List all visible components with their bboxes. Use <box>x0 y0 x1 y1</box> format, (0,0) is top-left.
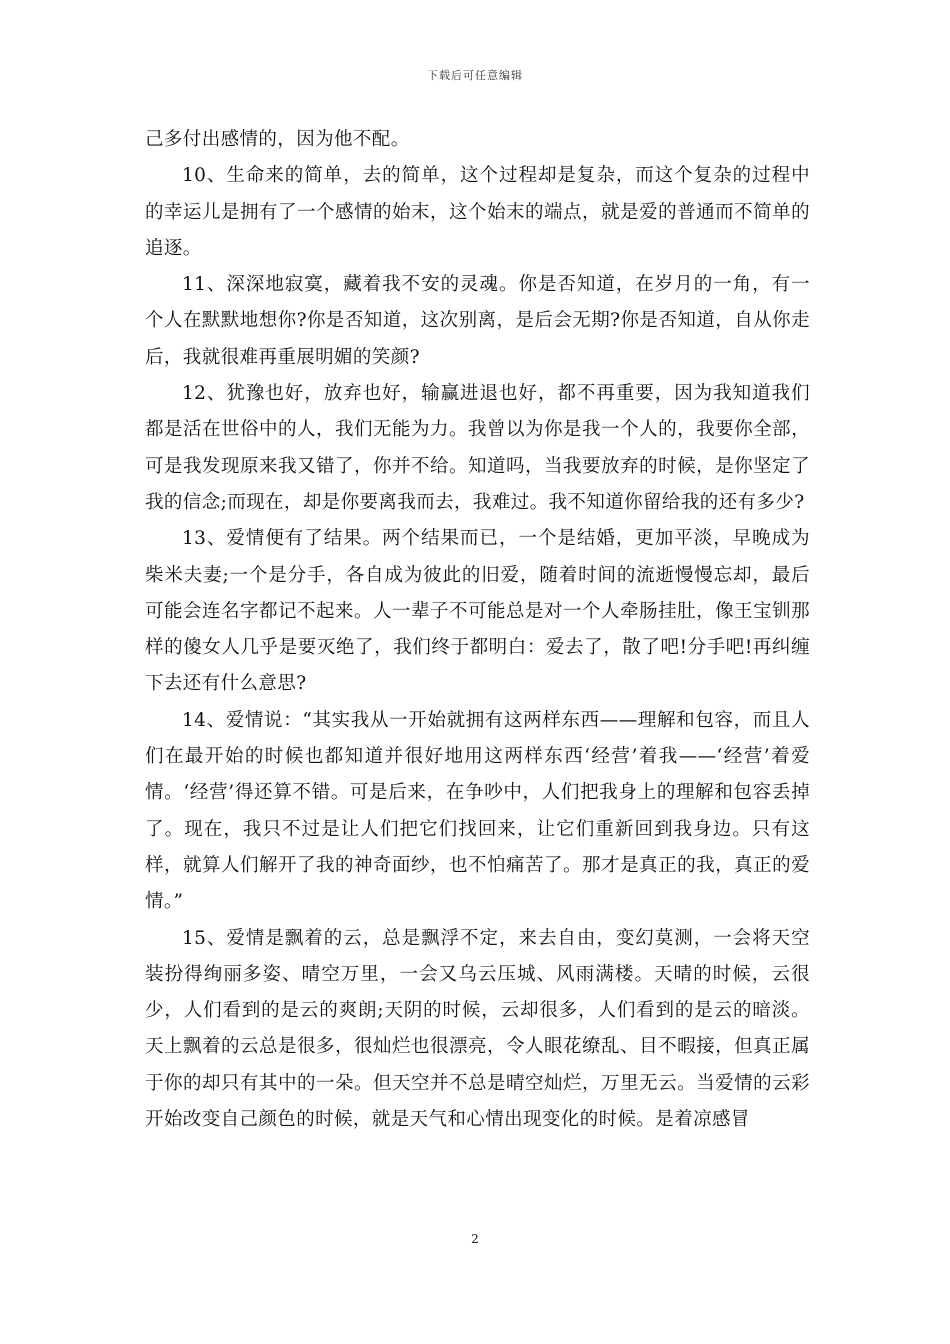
paragraph: 15、爱情是飘着的云，总是飘浮不定，来去自由，变幻莫测，一会将天空装扮得绚丽多姿、晴空万里，一会又乌云压城、风雨满楼。天晴的时候，云很少，人们看到的是云的爽朗;天阴的时候，云却很多，人们看到的是云的暗淡。天上飘着的云总是很多，很灿烂也很漂亮，令人眼花缭乱、目不暇接，但真正属于你的却只有其中的一朵。但天空并不总是晴空灿烂，万里无云。当爱情的云彩开始改变自己颜色的时候，就是天气和心情出现变化的时候。是着凉感冒 <box>145 927 810 1131</box>
paragraph: 己多付出感情的，因为他不配。 <box>145 129 410 150</box>
page-number: 2 <box>471 1232 479 1246</box>
paragraph: 12、犹豫也好，放弃也好，输赢进退也好，都不再重要，因为我知道我们都是活在世俗中的人，我们无能为力。我曾以为你是我一个人的，我要你全部，可是我发现原来我又错了，你并不给。知道吗，当我要放弃的时候，是你坚定了我的信念;而现在，却是你要离我而去，我难过。我不知道你留给我的还有多少? <box>145 383 810 513</box>
page-header: 下载后可任意编辑 <box>427 69 523 82</box>
paragraph: 10、生命来的简单，去的简单，这个过程却是复杂，而这个复杂的过程中的幸运儿是拥有了一个感情的始末，这个始末的端点，就是爱的普通而不简单的追逐。 <box>145 165 810 259</box>
paragraph: 11、深深地寂寞，藏着我不安的灵魂。你是否知道，在岁月的一角，有一个人在默默地想你?你是否知道，这次别离，是后会无期?你是否知道，自从你走后，我就很难再重展明媚的笑颜? <box>145 274 810 368</box>
paragraph: 13、爱情便有了结果。两个结果而已，一个是结婚，更加平淡，早晚成为柴米夫妻;一个是分手，各自成为彼此的旧爱，随着时间的流逝慢慢忘却，最后可能会连名字都记不起来。人一辈子不可能总是对一个人牵肠挂肚，像王宝钏那样的傻女人几乎是要灭绝了，我们终于都明白：爱去了，散了吧!分手吧!再纠缠下去还有什么意思? <box>145 528 810 695</box>
paragraph: 14、爱情说：“其实我从一开始就拥有这两样东西——理解和包容，而且人们在最开始的时候也都知道并很好地用这两样东西‘经营’着我——‘经营’着爱情。‘经营’得还算不错。可是后来，在争吵中，人们把我身上的理解和包容丢掉了。现在，我只不过是让人们把它们找回来，让它们重新回到我身边。只有这样，就算人们解开了我的神奇面纱，也不怕痛苦了。那才是真正的我，真正的爱情。” <box>145 709 810 913</box>
document-body <box>145 122 810 1138</box>
